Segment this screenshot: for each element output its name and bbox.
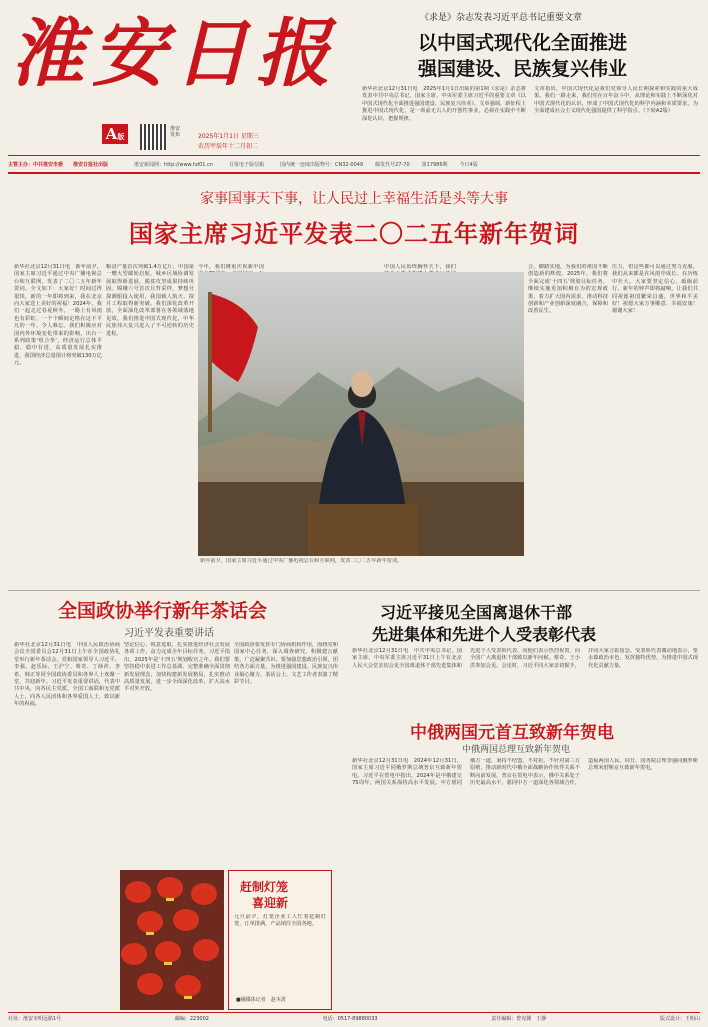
lantern-title-1: 赶制灯笼 — [240, 880, 289, 894]
footer-postcode: 邮编：223002 — [174, 1016, 209, 1022]
edition-letter: A — [105, 125, 118, 143]
info-postal-code: 邮发代号27-70 — [375, 161, 410, 168]
teaser-headline-1: 以中国式现代化全面推进 — [418, 32, 628, 54]
veterans-headline-2: 先进集体和先进个人受表彰代表 — [372, 625, 597, 644]
info-bar-top-rule — [8, 155, 700, 156]
cppcc-col-1: 新华社北京12月31日电 中国人民政治协商会议全国委员会12月31日上午在全国政协礼堂举行新年茶话会。党和国家领导人习近平、李强、赵乐际、王沪宁、蔡奇、丁薛祥、李希、韩正等同全国政协委员和各界人士欢聚一堂，共迎新年。习近平发表重要讲话，代表中共中央，向各民主党派、全国工商联和无党派人士，向各人民团体和各界爱国人士，致以新年的祝福。 — [14, 642, 120, 708]
veterans-body: 新华社北京12月31日电 中共中央总书记、国家主席、中央军委主席习近平31日上午在北京人民大会堂亲切会见全国离退休干部先进集体和先进个人受表彰代表，向他们表示热烈祝贺，向全国广大离退休干部致以新年问候。蔡奇、王小洪参加会见。会见时，习近平同大家亲切握手，并同大家合影留念。受表彰代表激动地表示，要永葆政治本色，发挥独特优势，为推进中国式现代化贡献力量。 — [352, 648, 698, 669]
masthead-title: 淮安日报 — [10, 11, 338, 97]
footer — [8, 1015, 700, 1025]
cppcc-col-2: 坚定信心、锐意进取，扎实推进经济社会发展各项工作，奋力完成全年目标任务。习近平指出，2025年是'十四五'规划收官之年。我们要坚持稳中求进工作总基调，完整准确全面贯彻新发展理念，加快构建新发展格局，扎实推动高质量发展，进一步全面深化改革，扩大高水平对外开放。 — [124, 642, 230, 693]
footer-address: 社址：淮安市明远路1号 — [8, 1016, 62, 1022]
lead-col-2: 粮食产量首次突破1.4万亿斤，中国第一艘大型邮轮启航，城乡区域协调发展取得新进展，脱贫攻坚成果持续巩固。嫦娥六号首次月背采样，梦想号探测船投入使用，我国载人航天、探月工程取得新突破。我们深化改革开放，全面深化改革部署在各领域落地见效。我们推进中国式现代化，中华民族伟大复兴进入了不可逆转的历史进程。 — [106, 264, 194, 337]
info-publisher: 淮安日报社出版 — [73, 161, 109, 168]
qr-caption: 淮安发布 — [170, 126, 181, 138]
info-pages: 今日4版 — [459, 161, 478, 168]
lead-col-3-tail — [198, 572, 524, 592]
lantern-photo-image — [120, 870, 224, 1010]
lead-photo-caption: 新年前夕，国家主席习近平通过中央广播电视总台和互联网，发表二〇二五年新年贺词。 — [200, 558, 403, 564]
info-bar — [8, 158, 700, 170]
lead-photo-scene — [198, 272, 524, 556]
teaser-body-right: 文章指出，中国式现代化是我们党领导人民长期探索和实践的重大成果。我们一路走来，我们党在百年奋斗中，从理论和实践上不断深化对中国式现代化的认识，形成了中国式现代化的科学内涵和本质要求，为全面建成社会主义现代化强国提供了科学指引。（下转A2版） — [534, 86, 698, 115]
cppcc-headline: 全国政协举行新年茶话会 — [58, 600, 268, 622]
footer-rule — [8, 1012, 700, 1013]
lantern-scene — [120, 870, 224, 1010]
edition-suffix: 版 — [117, 132, 125, 141]
sino-russia-body: 新华社北京12月31日电 2024年12月31日，国家主席习近平同俄罗斯总统普京互致新年贺电。习近平在贺电中指出，2024年是中俄建交75周年，两国关系保持高水平发展。中方愿同俄方一道，秉持不结盟、不对抗、不针对第三方原则，推动新时代中俄全面战略协作伙伴关系不断向前发展。普京在贺电中表示，俄中关系处于历史最高水平，愿同中方一道深化各领域合作，造福两国人民。同日，国务院总理李强同俄罗斯总理米舒斯京互致新年贺电。 — [352, 758, 698, 787]
lead-col-5: 合，脚踏实地，为我们的祖国不断创造新的辉煌。2025年，我们将全面完成'十四五'规划目标任务，继续实施更加积极有为的宏观政策，着力扩大国内需求，推动科技创新和产业创新深度融合，保障和改善民生。 — [528, 264, 608, 315]
lead-col-3: 今年，我们隆重庆祝新中国 — [198, 264, 264, 270]
lunar-line: 农历甲辰年十二月初二 — [198, 143, 259, 150]
lead-col-6: 压力，但这些都可以通过努力克服。我们从来都是在风雨中成长、在历练中壮大。大家要坚定信心、砥砺前行。新年的钟声即将敲响，让我们共同祝愿祖国繁荣昌盛，世界和平美好！祝愿大家万事顺意、幸福安康！谢谢大家！ — [612, 264, 698, 315]
lantern-body: 元旦前夕，灯笼企业工人忙着赶制灯笼，订单排满，产品销往全国各地。 — [234, 914, 326, 928]
footer-designer: 版式设计：王明山 — [659, 1016, 700, 1022]
lead-col-4: 中国人民始终胸怀天下，我们 — [384, 264, 456, 270]
cppcc-subhead: 习近平发表重要讲话 — [124, 628, 214, 639]
section-divider — [8, 590, 700, 591]
info-website: 淮安新闻网：http://www.hd01.cn — [134, 161, 213, 168]
qr-code — [140, 124, 166, 150]
sino-russia-subhead: 中俄两国总理互致新年贺电 — [462, 745, 571, 755]
lead-kicker: 家事国事天下事，让人民过上幸福生活是头等大事 — [200, 191, 508, 207]
info-host: 主管主办：中共淮安市委 — [8, 161, 64, 168]
info-issue: 第17986期 — [421, 161, 448, 168]
footer-editor: 责任编辑：曾宪骥 王静 — [491, 1016, 547, 1022]
veterans-headline-1: 习近平接见全国离退休干部 — [380, 603, 573, 622]
lead-headline: 国家主席习近平发表二〇二五年新年贺词 — [129, 220, 579, 248]
teaser-headline-2: 强国建设、民族复兴伟业 — [418, 58, 628, 80]
lantern-credit: ■融媒体记者 赵本清 — [236, 997, 286, 1003]
info-mailbox: 日报电子版信箱 — [228, 161, 264, 168]
teaser-body-left: 新华社北京12月31日电 2025年1月1日出版的第1期《求是》杂志将发表中共中央总书记、国家主席、中央军委主席习近平的重要文章《以中国式现代化全面推进强国建设、民族复兴伟业》。文章强调，新征程上推进中国式现代化，是一项前无古人的开创性事业，必须在实践中不断深化认识、把握规律。 — [362, 86, 526, 122]
edition-badge — [102, 124, 128, 144]
date-line: 2025年1月1日 星期三 — [198, 133, 259, 140]
teaser-kicker: 《求是》杂志发表习近平总书记重要文章 — [420, 13, 583, 23]
cppcc-col-3: 全国政协要发挥专门协商机构作用，围绕党和国家中心任务，深入调查研究，积极建言献策，广泛凝聚共识。要加强思想政治引领，团结各方面力量，为推进强国建设、民族复兴伟业凝心聚力。茶话会上，文艺工作者表演了精彩节目。 — [234, 642, 338, 686]
lantern-title-2: 喜迎新 — [252, 896, 289, 910]
lead-photo — [198, 272, 524, 556]
footer-phone: 电话：0517-89880033 — [322, 1016, 378, 1022]
lead-col-1: 新华社北京12月31日电 新年前夕，国家主席习近平通过中央广播电视总台和互联网，发表了二〇二五年新年贺词。全文如下：大家好！时间过得很快，新的一年即将到来，我在北京向大家送上美好的祝福！2024年，我们一起走过春夏秋冬，一路上有风雨也有彩虹，一个个瞬间定格在这不平凡的一年，令人难忘。我们积极应对国内外环境变化带来的影响，出台一系列政策'组合拳'，经济运行总体平稳、稳中有进，高质量发展扎实推进。我国经济总量预计将突破130万亿元。 — [14, 264, 102, 367]
sino-russia-headline: 中俄两国元首互致新年贺电 — [410, 723, 614, 743]
info-bar-bottom-rule — [8, 172, 700, 174]
info-issn: 国内统一连续出版物号：CN32-0049 — [279, 161, 364, 168]
